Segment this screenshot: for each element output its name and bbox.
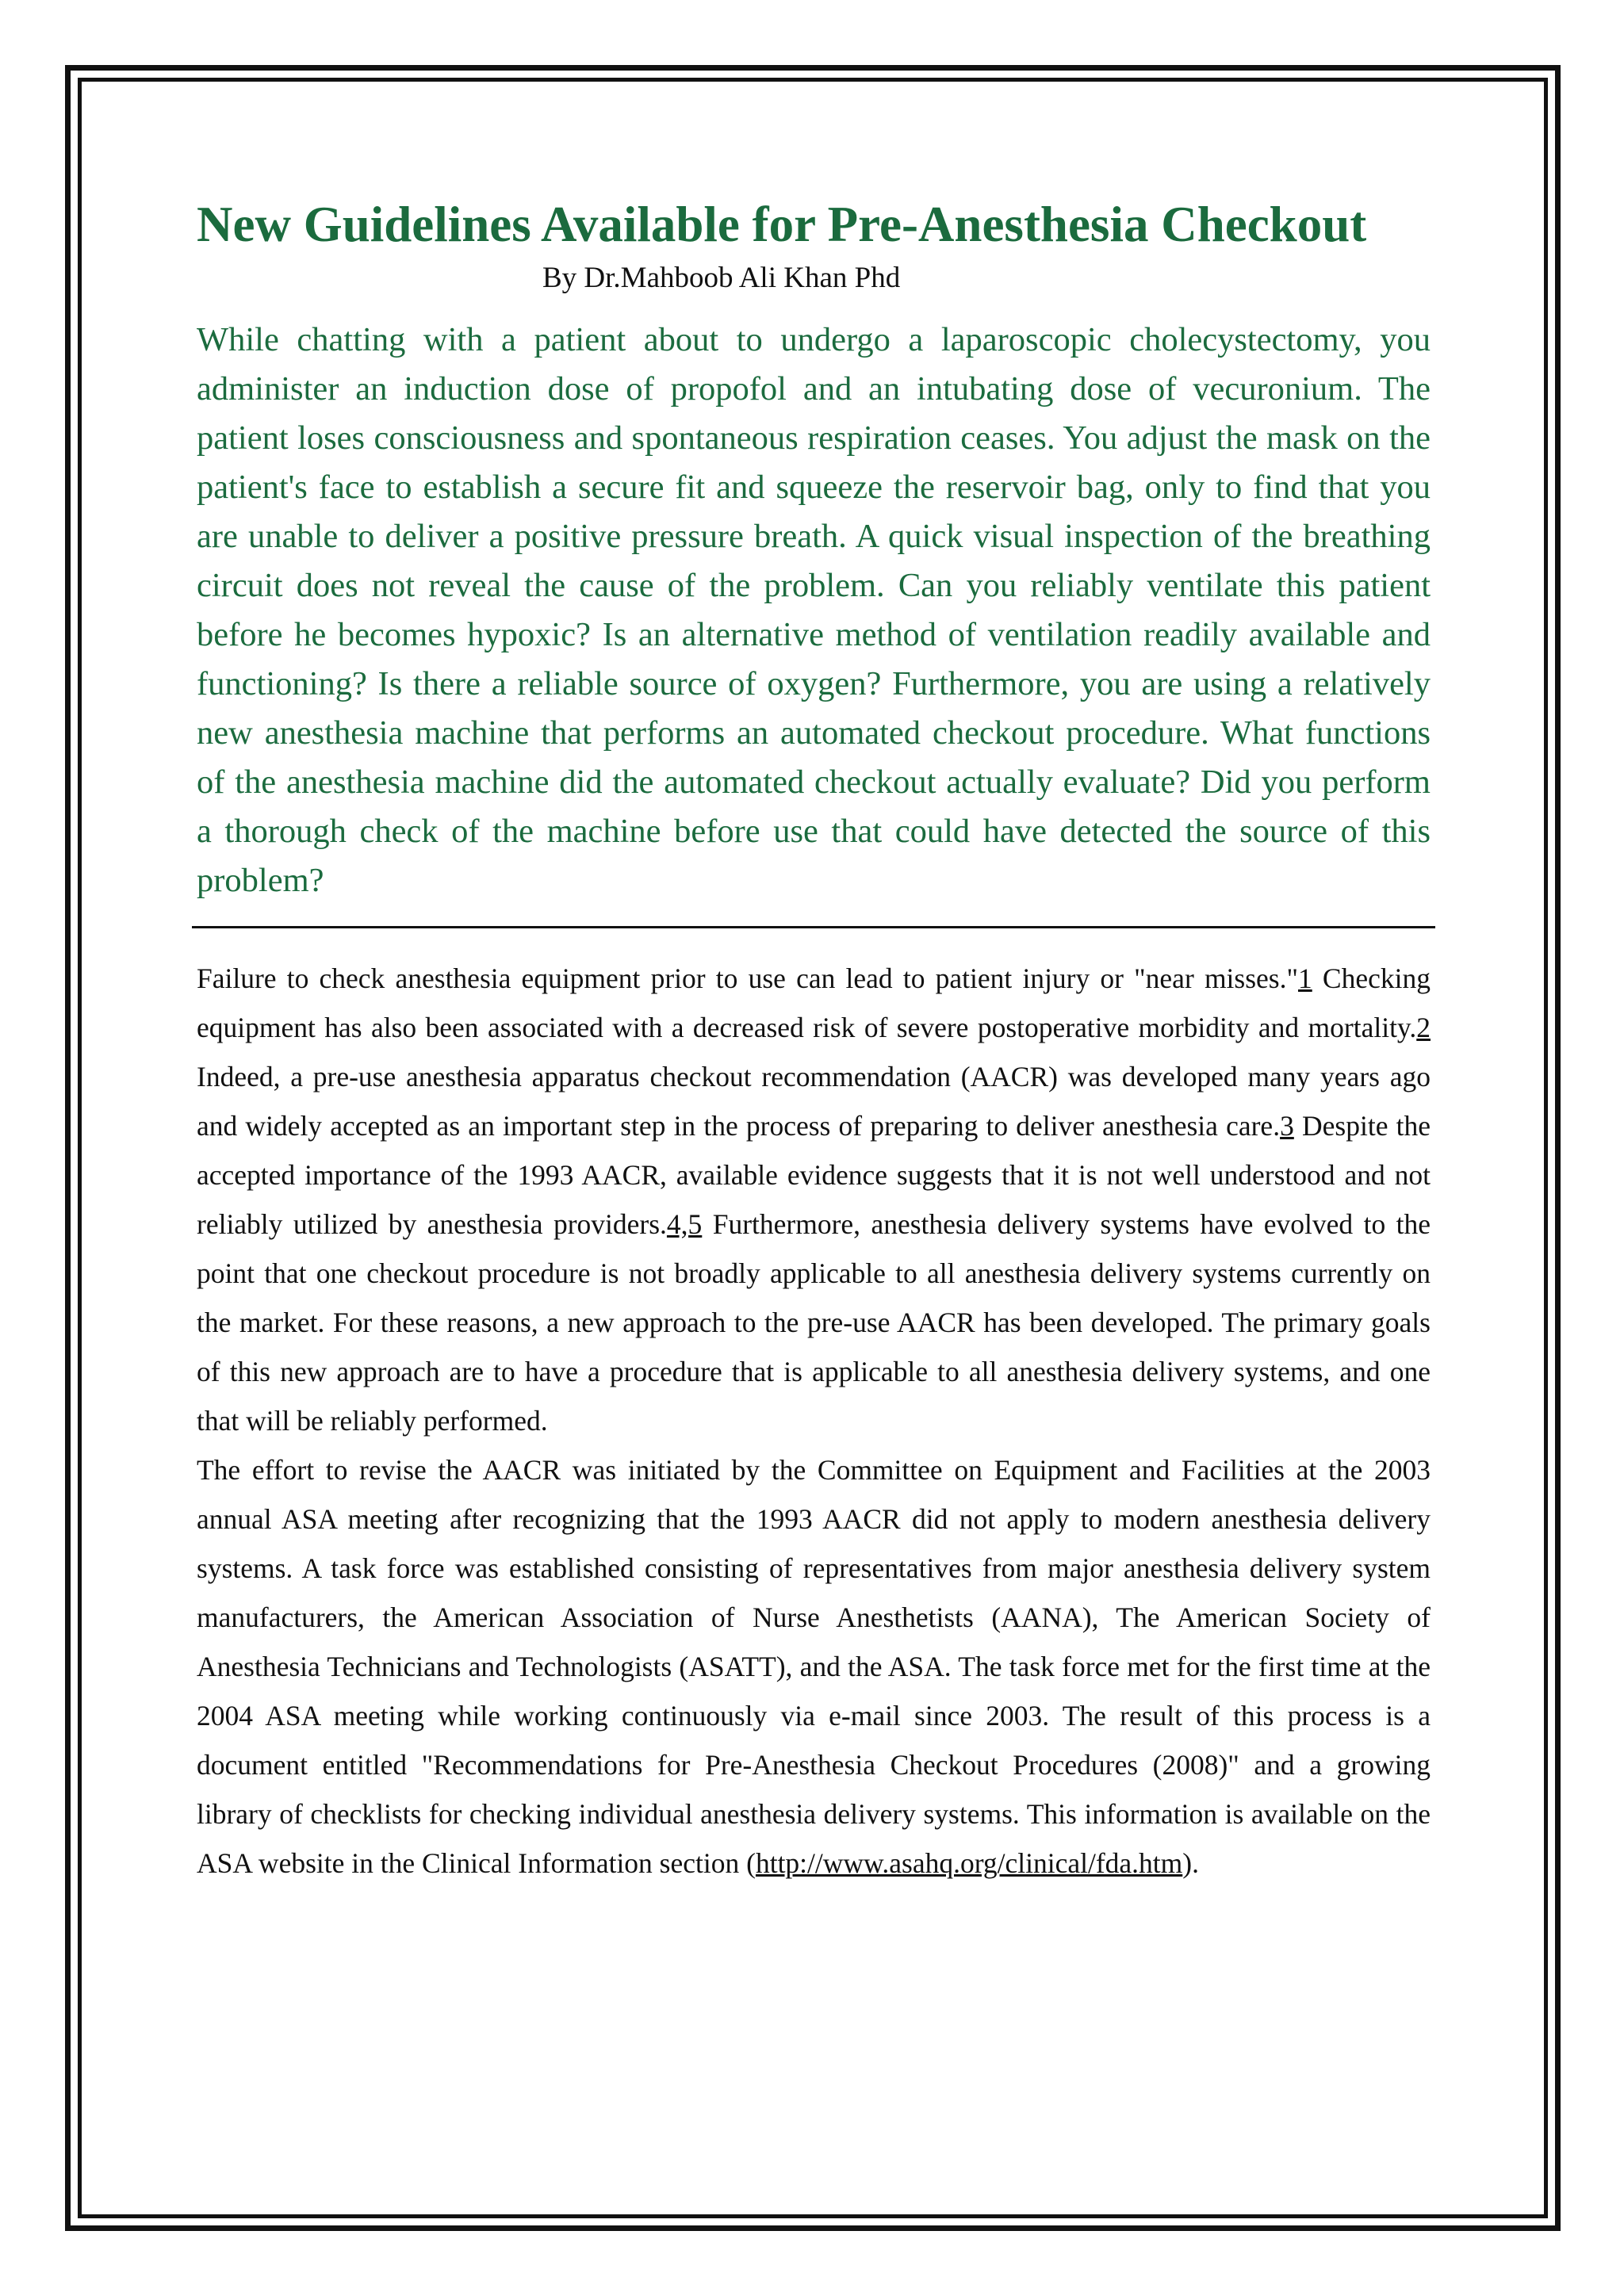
paragraph-text: ). — [1182, 1847, 1199, 1879]
asa-website-link[interactable]: http://www.asahq.org/clinical/fda.htm — [755, 1847, 1183, 1879]
paragraph-text: Despite the accepted importance of the 1993 AACR, available evidence suggests that it is not well understood and not reliably utilized by anesthesia providers. — [197, 1110, 1431, 1240]
section-divider — [192, 926, 1435, 928]
body-paragraph-2 — [197, 1445, 1431, 1888]
reference-link-4-5[interactable]: 4,5 — [666, 1208, 703, 1240]
reference-link-1[interactable]: 1 — [1298, 962, 1312, 994]
article — [197, 190, 1431, 1888]
article-title: New Guidelines Available for Pre-Anesthesia Checkout — [197, 197, 1367, 252]
paragraph-text: Furthermore, anesthesia delivery systems have evolved to the point that one checkout procedure is not broadly applicable to all anesthesia delivery systems currently on the market. For these reasons, a new approach to the pre-use AACR has been developed. The primary goals of this new approach are to have a procedure that is applicable to all anesthesia delivery systems, and one that will be reliably performed. — [197, 1208, 1431, 1437]
article-byline: By Dr.Mahboob Ali Khan Phd — [542, 262, 901, 294]
paragraph-text: The effort to revise the AACR was initiated by the Committee on Equipment and Facilities at the 2003 annual ASA meeting after recognizing that the 1993 AACR did not apply to modern anesthesia delivery systems. A task force was established consisting of representatives from major anesthesia delivery system manufacturers, the American Association of Nurse Anesthetists (AANA), The American Society of Anesthesia Technicians and Technologists (ASATT), and the ASA. The task force met for the first time at the 2004 ASA meeting while working continuously via e-mail since 2003. The result of this process is a document entitled "Recommendations for Pre-Anesthesia Checkout Procedures (2008)" and a growing library of checklists for checking individual anesthesia delivery systems. This information is available on the ASA website in the Clinical Information section ( — [197, 1454, 1431, 1879]
reference-link-3[interactable]: 3 — [1280, 1110, 1294, 1142]
reference-link-2[interactable]: 2 — [1416, 1012, 1431, 1043]
paragraph-text: Indeed, a pre-use anesthesia apparatus checkout recommendation (AACR) was developed many years ago and widely accepted as an important step in the process of preparing to deliver anesthesia care. — [197, 1061, 1431, 1142]
body-paragraph-1 — [197, 954, 1431, 1445]
paragraph-text: Failure to check anesthesia equipment prior to use can lead to patient injury or "near misses." — [197, 962, 1298, 994]
intro-paragraph: While chatting with a patient about to undergo a laparoscopic cholecystectomy, you administer an induction dose of propofol and an intubating dose of vecuronium. The patient loses consciousness and spontaneous respiration ceases. You adjust the mask on the patient's face to establish a secure fit and squeeze the reservoir bag, only to find that you are unable to deliver a positive pressure breath. A quick visual inspection of the breathing circuit does not reveal the cause of the problem. Can you reliably ventilate this patient before he becomes hypoxic? Is an alternative method of ventilation readily available and functioning? Is there a reliable source of oxygen? Furthermore, you are using a relatively new anesthesia machine that performs an automated checkout procedure. What functions of the anesthesia machine did the automated checkout actually evaluate? Did you perform a thorough check of the machine before use that could have detected the source of this problem? — [197, 321, 1431, 899]
paragraph-text: Checking equipment has also been associated with a decreased risk of severe postoperative morbidity and mortality. — [197, 962, 1431, 1043]
